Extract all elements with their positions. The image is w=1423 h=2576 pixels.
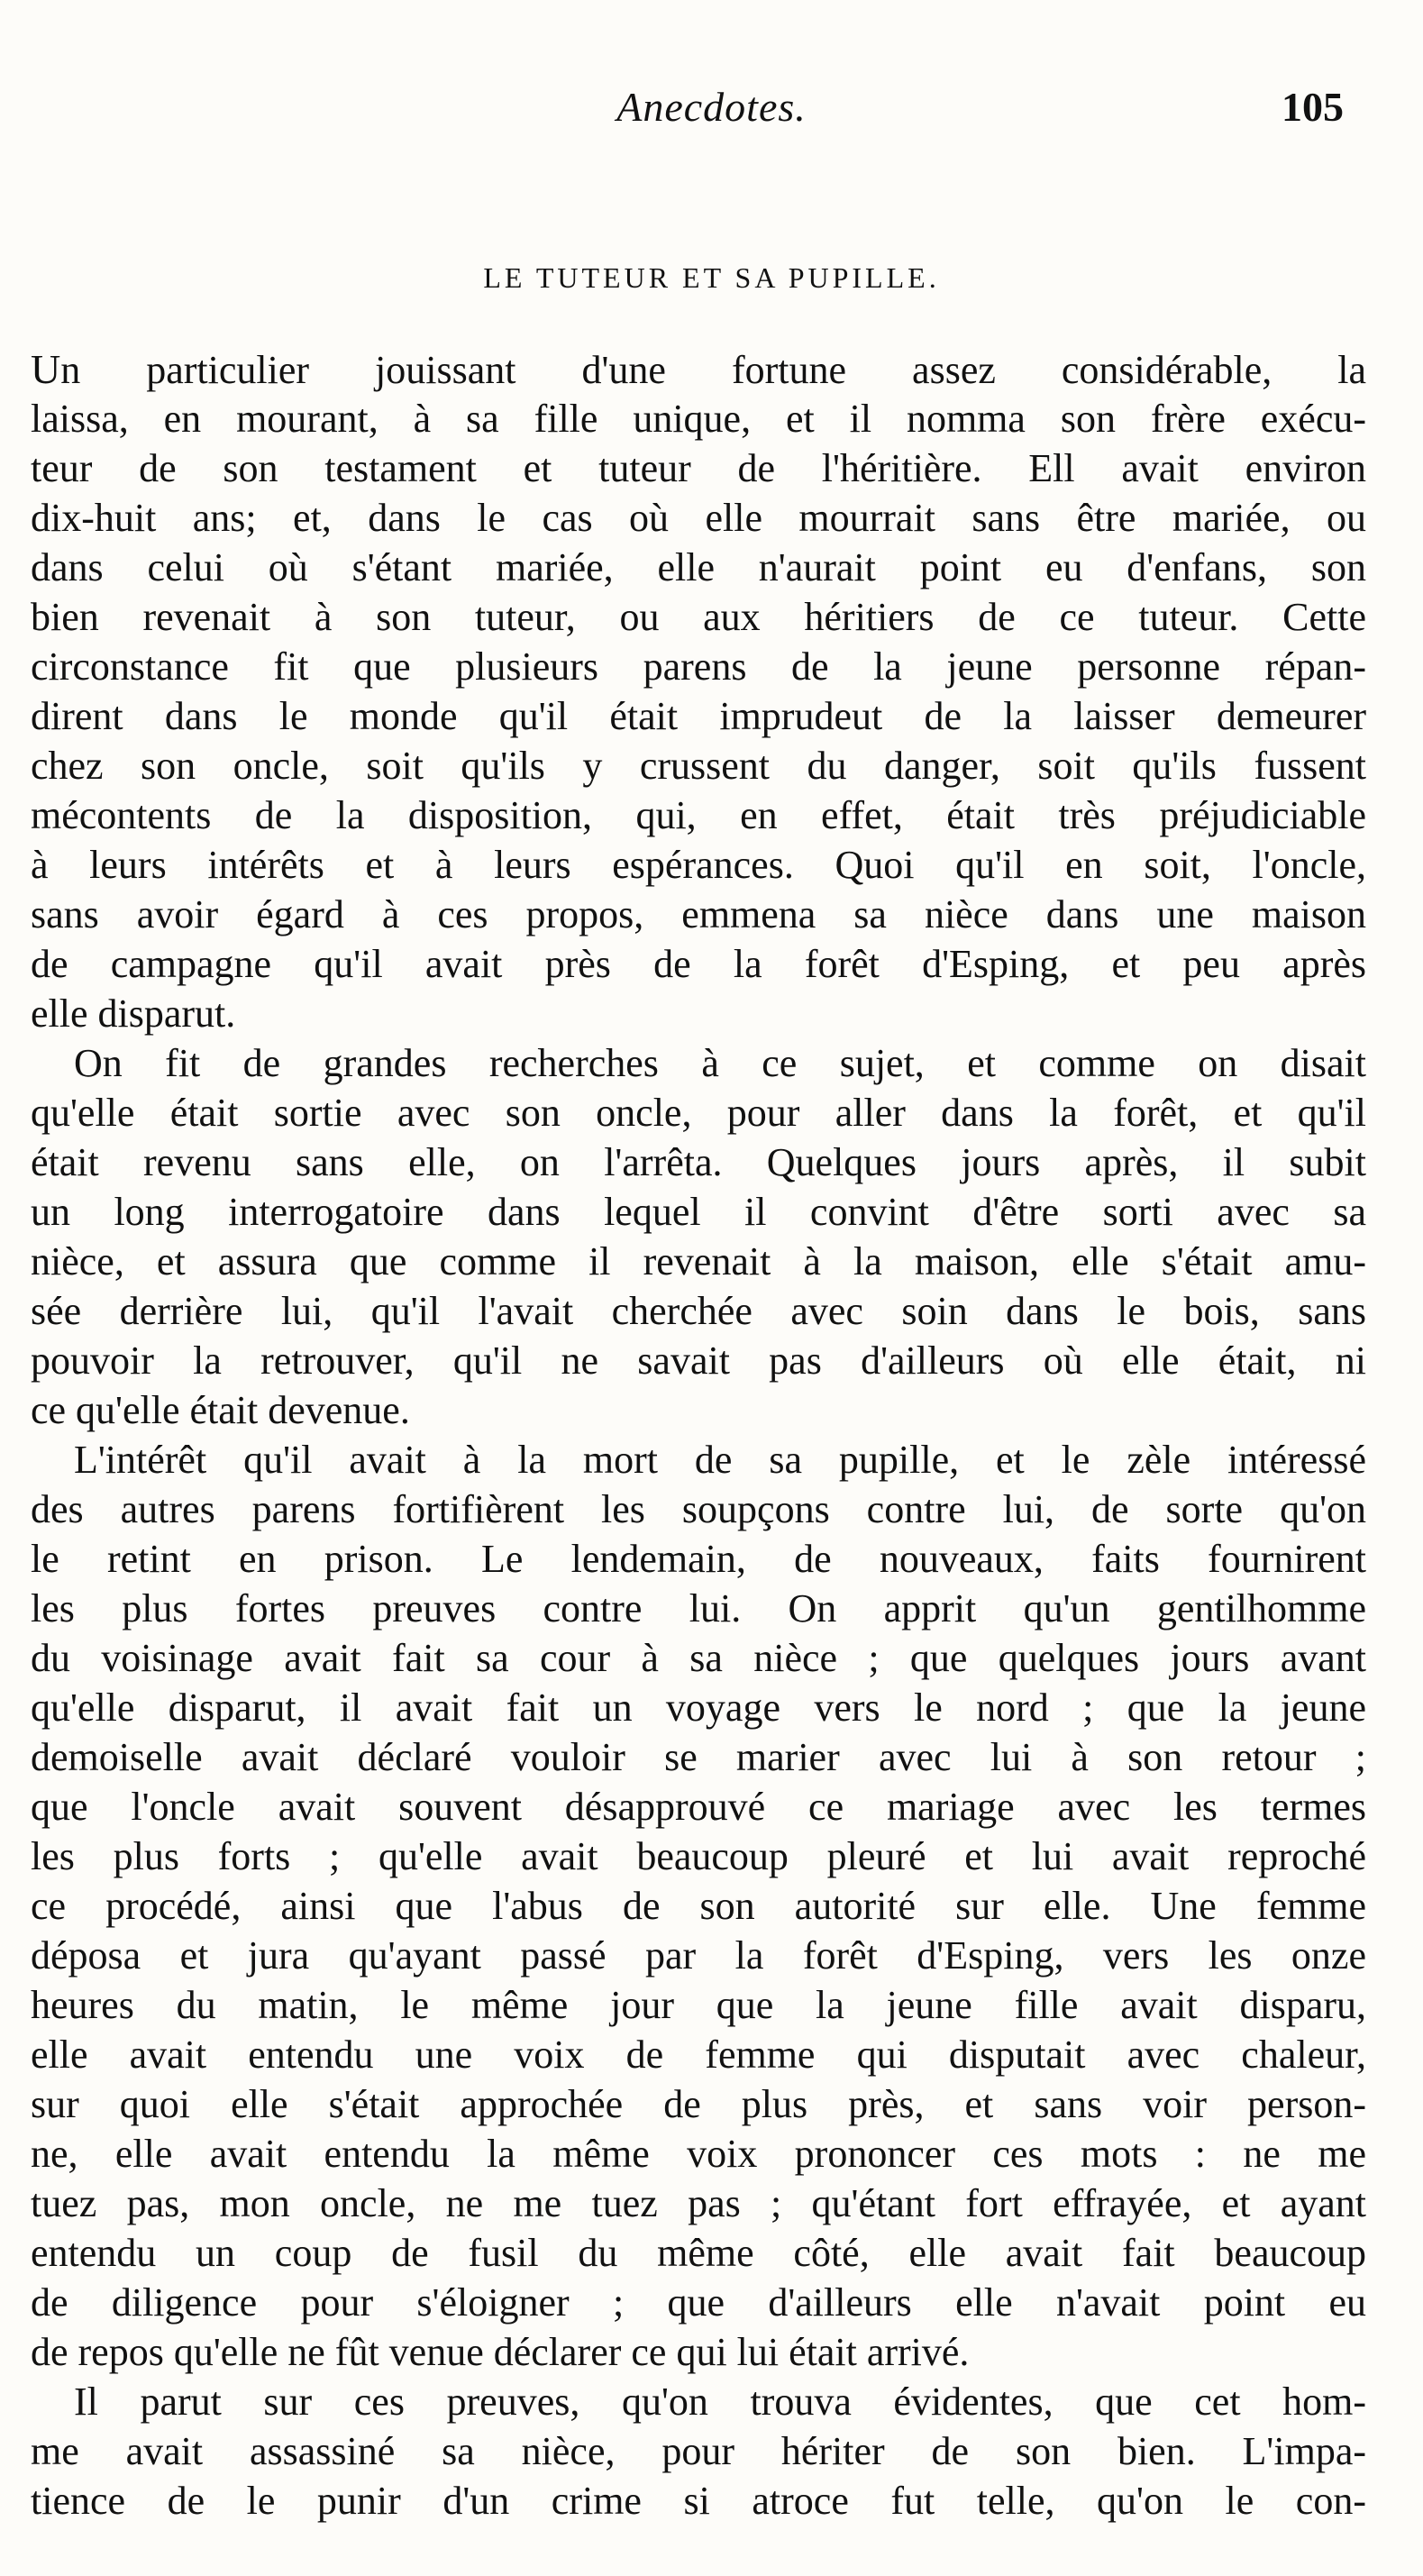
text-line: tuez pas, mon oncle, ne me tuez pas ; qu'étant fort effrayée, et ayant <box>31 2181 1366 2225</box>
text-line: chez son oncle, soit qu'ils y crussent du danger, soit qu'ils fussent <box>31 744 1366 788</box>
text-line: nièce, et assura que comme il revenait à la maison, elle s'était amu- <box>31 1239 1366 1283</box>
text-line: L'intérêt qu'il avait à la mort de sa pupille, et le zèle intéressé <box>74 1438 1366 1482</box>
text-line: déposa et jura qu'ayant passé par la forêt d'Esping, vers les onze <box>31 1933 1366 1978</box>
text-line: pouvoir la retrouver, qu'il ne savait pas d'ailleurs où elle était, ni <box>31 1338 1366 1383</box>
text-line: dans celui où s'étant mariée, elle n'aurait point eu d'enfans, son <box>31 545 1366 589</box>
running-head <box>0 83 1423 146</box>
section-heading: LE TUTEUR ET SA PUPILLE. <box>483 261 940 294</box>
body-text <box>31 344 1366 2526</box>
text-line: qu'elle était sortie avec son oncle, pour aller dans la forêt, et qu'il <box>31 1091 1366 1135</box>
text-line: des autres parens fortifièrent les soupçons contre lui, de sorte qu'on <box>31 1487 1366 1531</box>
text-line: bien revenait à son tuteur, ou aux héritiers de ce tuteur. Cette <box>31 595 1366 639</box>
text-line: heures du matin, le même jour que la jeune fille avait disparu, <box>31 1983 1366 2027</box>
text-line: ce procédé, ainsi que l'abus de son autorité sur elle. Une femme <box>31 1884 1366 1928</box>
text-line: elle avait entendu une voix de femme qui disputait avec chaleur, <box>31 2032 1366 2077</box>
text-line: sur quoi elle s'était approchée de plus près, et sans voir person- <box>31 2082 1366 2126</box>
text-line: était revenu sans elle, on l'arrêta. Quelques jours après, il subit <box>31 1140 1366 1184</box>
text-line: circonstance fit que plusieurs parens de la jeune personne répan- <box>31 644 1366 689</box>
text-line: me avait assassiné sa nièce, pour hériter de son bien. L'impa- <box>31 2429 1366 2473</box>
text-line: ce qu'elle était devenue. <box>31 1388 410 1432</box>
text-line: à leurs intérêts et à leurs espérances. Quoi qu'il en soit, l'oncle, <box>31 843 1366 887</box>
text-line: Un particulier jouissant d'une fortune assez considérable, la <box>31 346 1366 392</box>
text-line: sans avoir égard à ces propos, emmena sa nièce dans une maison <box>31 892 1366 936</box>
text-line: qu'elle disparut, il avait fait un voyage vers le nord ; que la jeune <box>31 1685 1366 1730</box>
text-line: de repos qu'elle ne fût venue déclarer ce qui lui était arrivé. <box>31 2330 970 2374</box>
text-line: un long interrogatoire dans lequel il convint d'être sorti avec sa <box>31 1190 1366 1234</box>
text-line: Il parut sur ces preuves, qu'on trouva évidentes, que cet hom- <box>74 2380 1366 2424</box>
text-line: demoiselle avait déclaré vouloir se marier avec lui à son retour ; <box>31 1735 1366 1779</box>
text-line: tience de le punir d'un crime si atroce fut telle, qu'on le con- <box>31 2479 1366 2523</box>
text-line: elle disparut. <box>31 991 236 1036</box>
text-line: teur de son testament et tuteur de l'héritière. Ell avait environ <box>31 446 1366 490</box>
text-line: ne, elle avait entendu la même voix prononcer ces mots : ne me <box>31 2132 1366 2176</box>
text-line: dix-huit ans; et, dans le cas où elle mourrait sans être mariée, ou <box>31 496 1366 540</box>
text-line: entendu un coup de fusil du même côté, elle avait fait beaucoup <box>31 2231 1366 2275</box>
text-line: de campagne qu'il avait près de la forêt d'Esping, et peu après <box>31 942 1366 986</box>
text-line: que l'oncle avait souvent désapprouvé ce mariage avec les termes <box>31 1785 1366 1829</box>
text-line: dirent dans le monde qu'il était imprudeut de la laisser demeurer <box>31 694 1366 738</box>
text-line: les plus forts ; qu'elle avait beaucoup pleuré et lui avait reproché <box>31 1834 1366 1878</box>
text-line: sée derrière lui, qu'il l'avait cherchée avec soin dans le bois, sans <box>31 1289 1366 1333</box>
text-line: On fit de grandes recherches à ce sujet, et comme on disait <box>74 1041 1366 1085</box>
text-line: du voisinage avait fait sa cour à sa nièce ; que quelques jours avant <box>31 1636 1366 1680</box>
text-line: laissa, en mourant, à sa fille unique, et il nomma son frère exécu- <box>31 397 1366 441</box>
text-line: les plus fortes preuves contre lui. On apprit qu'un gentilhomme <box>31 1586 1366 1631</box>
text-line: mécontents de la disposition, qui, en effet, était très préjudiciable <box>31 793 1366 837</box>
page-number: 105 <box>1282 84 1344 130</box>
text-line: le retint en prison. Le lendemain, de nouveaux, faits fournirent <box>31 1537 1366 1581</box>
text-line: de diligence pour s'éloigner ; que d'ailleurs elle n'avait point eu <box>31 2280 1366 2325</box>
running-title: Anecdotes. <box>616 84 807 130</box>
